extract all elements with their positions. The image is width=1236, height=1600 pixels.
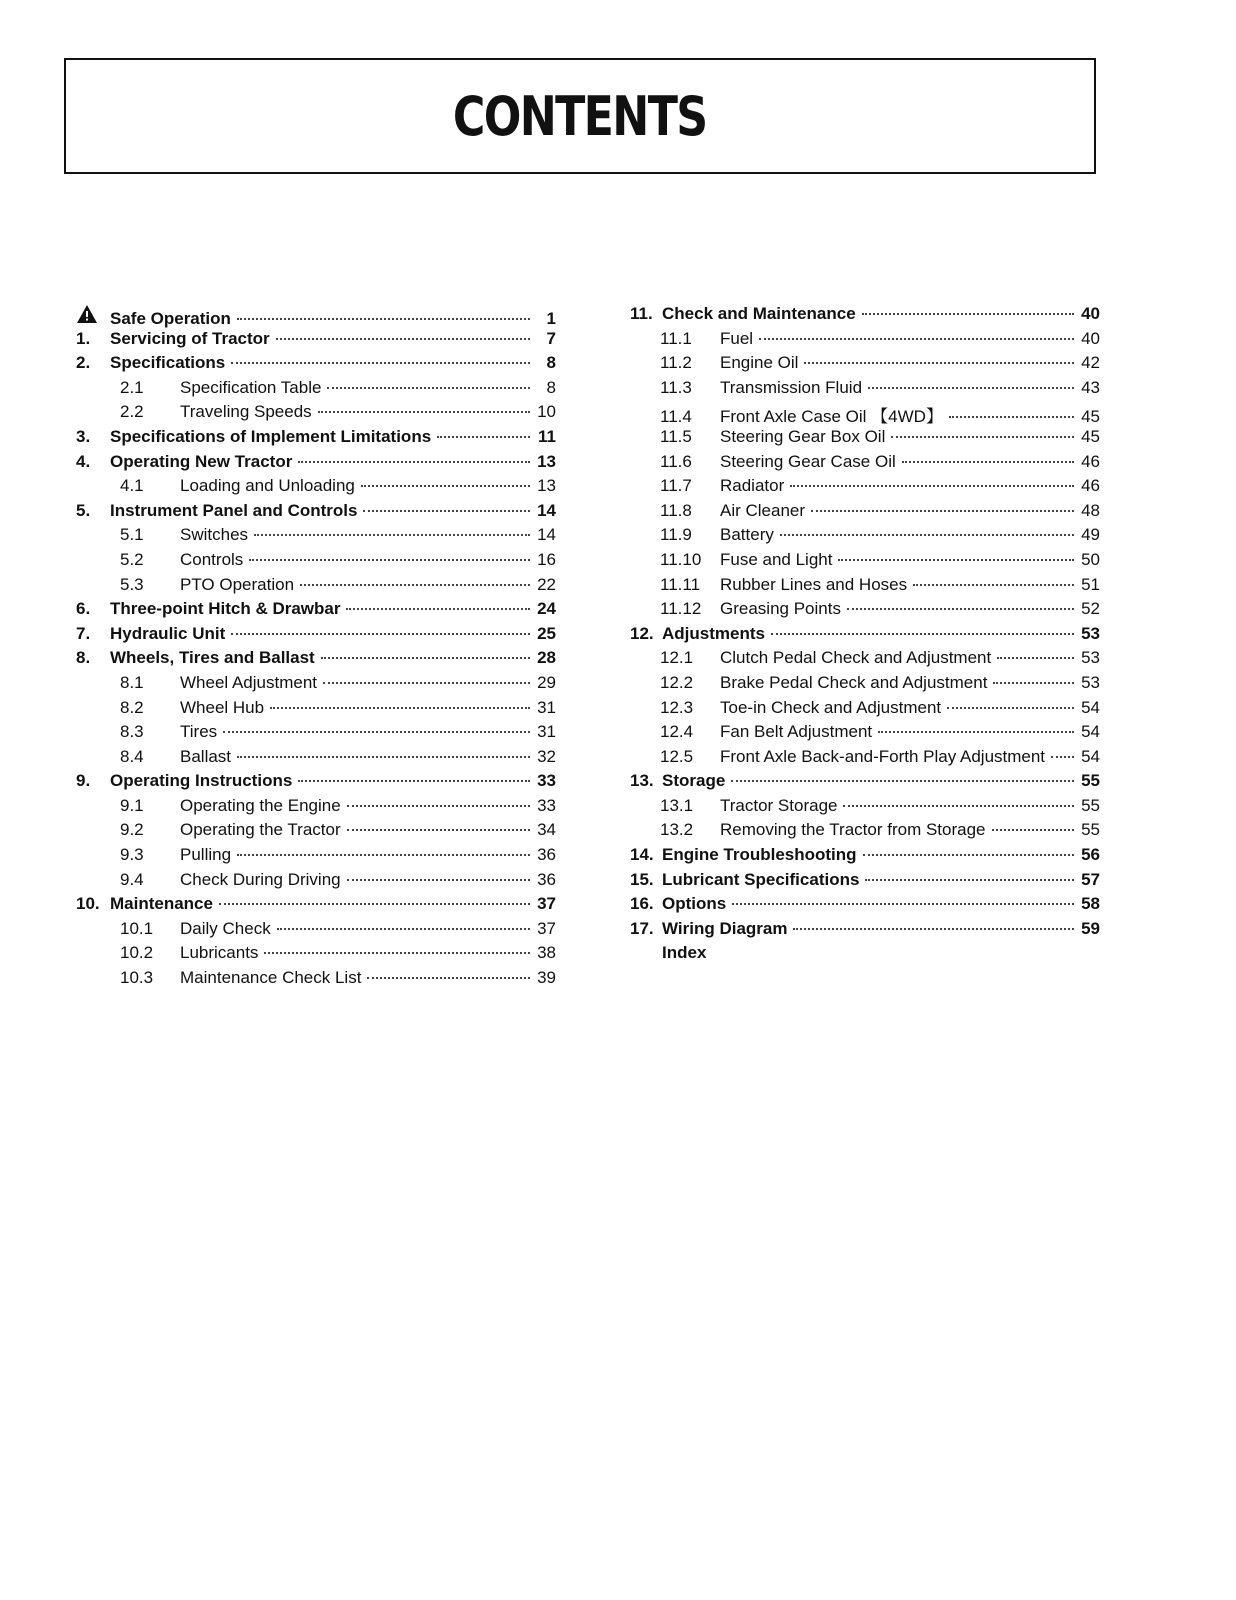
dot-leader xyxy=(838,559,1074,561)
toc-entry-page: 53 xyxy=(1081,648,1100,668)
toc-entry-number: 12.5 xyxy=(660,746,694,766)
toc-entry[interactable] xyxy=(630,820,1100,845)
toc-entry[interactable] xyxy=(76,648,556,673)
toc-entry-number: 9.1 xyxy=(120,795,144,815)
dot-leader xyxy=(237,854,530,856)
toc-entry-label: Clutch Pedal Check and Adjustment xyxy=(720,648,992,668)
toc-entry-number: 13.2 xyxy=(660,820,694,840)
toc-entry-label: Index xyxy=(662,943,707,963)
dot-leader xyxy=(298,461,530,463)
dot-leader xyxy=(804,362,1074,364)
toc-entry-page: 45 xyxy=(1081,426,1100,446)
dot-leader xyxy=(868,387,1074,389)
toc-entry-page: 40 xyxy=(1081,304,1100,323)
dot-leader xyxy=(843,805,1074,807)
toc-entry-label: Operating Instructions xyxy=(110,771,293,791)
dot-leader xyxy=(793,928,1074,930)
toc-entry-page: 25 xyxy=(537,623,556,643)
toc-entry-label: Lubricants xyxy=(180,943,259,963)
toc-entry-number: 2.2 xyxy=(120,402,144,422)
dot-leader xyxy=(997,657,1074,659)
toc-entry-page: 11 xyxy=(538,426,556,446)
toc-entry[interactable] xyxy=(76,943,556,968)
toc-entry-page: 48 xyxy=(1081,500,1100,520)
toc-entry-page: 54 xyxy=(1081,697,1100,717)
toc-entry-number: 9.3 xyxy=(120,845,144,865)
toc-entry-page: 45 xyxy=(1081,407,1100,427)
toc-entry[interactable] xyxy=(76,304,556,329)
toc-entry-page: 37 xyxy=(537,894,556,914)
toc-entry[interactable] xyxy=(76,378,556,403)
toc-entry[interactable] xyxy=(76,722,556,747)
toc-entry-label: Controls xyxy=(180,549,244,569)
toc-entry-page: 22 xyxy=(537,574,556,594)
dot-leader xyxy=(811,510,1074,512)
toc-entry[interactable] xyxy=(76,525,556,550)
toc-entry[interactable] xyxy=(76,501,556,526)
toc-entry-label: Adjustments xyxy=(662,623,765,643)
dot-leader xyxy=(863,854,1074,856)
toc-entry-number: 13.1 xyxy=(660,795,694,815)
toc-entry-number: 11.7 xyxy=(660,476,692,496)
dot-leader xyxy=(249,559,530,561)
dot-leader xyxy=(298,780,530,782)
toc-entry-number: 10.1 xyxy=(120,918,154,938)
toc-entry-number: 2. xyxy=(76,353,91,373)
toc-entry-page: 55 xyxy=(1081,820,1100,840)
toc-entry-label: Steering Gear Case Oil xyxy=(720,451,896,471)
dot-leader xyxy=(437,436,530,438)
toc-entry[interactable] xyxy=(76,329,556,354)
toc-entry[interactable] xyxy=(76,820,556,845)
toc-entry-page: 46 xyxy=(1081,451,1100,471)
dot-leader xyxy=(847,608,1074,610)
dot-leader xyxy=(363,510,530,512)
toc-entry-label: Servicing of Tractor xyxy=(110,328,270,348)
toc-entry[interactable] xyxy=(630,845,1100,870)
toc-entry-page: 51 xyxy=(1081,574,1100,594)
toc-entry-page: 10 xyxy=(537,402,556,422)
toc-entry-number: 6. xyxy=(76,599,91,619)
toc-entry[interactable] xyxy=(76,427,556,452)
toc-entry-number: 8. xyxy=(76,648,91,668)
toc-entry-number: 11.6 xyxy=(660,451,692,471)
toc-entry-number: 5. xyxy=(76,500,91,520)
toc-entry-number: 5.2 xyxy=(120,549,144,569)
toc-entry-label: Check During Driving xyxy=(180,869,341,889)
toc-entry-number: 11.12 xyxy=(660,599,702,619)
toc-entry-number: 12. xyxy=(630,623,654,643)
toc-entry-number: 10. xyxy=(76,894,100,914)
toc-entry[interactable] xyxy=(76,673,556,698)
toc-entry-page: 54 xyxy=(1081,722,1100,742)
toc-entry-number: 16. xyxy=(630,894,654,914)
dot-leader xyxy=(780,534,1074,536)
toc-entry[interactable] xyxy=(76,599,556,624)
dot-leader xyxy=(862,313,1074,315)
toc-entry[interactable] xyxy=(630,353,1100,378)
toc-entry-number: 9.4 xyxy=(120,869,144,889)
toc-entry-page: 55 xyxy=(1081,771,1100,791)
toc-entry-label: Pulling xyxy=(180,845,232,865)
toc-entry-label: Specifications xyxy=(110,353,226,373)
toc-entry-page: 54 xyxy=(1081,746,1100,766)
toc-entry-label: Operating the Engine xyxy=(180,795,341,815)
toc-entry[interactable] xyxy=(76,845,556,870)
toc-entry-number: 11. xyxy=(630,304,653,323)
toc-entry-label: Battery xyxy=(720,525,774,545)
toc-entry-label: Transmission Fluid xyxy=(720,377,863,397)
toc-entry-page: 43 xyxy=(1081,377,1100,397)
dot-leader xyxy=(237,756,530,758)
toc-entry-page: 52 xyxy=(1081,599,1100,619)
toc-entry-page: 50 xyxy=(1081,549,1100,569)
title-box xyxy=(64,58,1096,174)
toc-entry-number: 12.2 xyxy=(660,672,694,692)
toc-left-column xyxy=(76,304,556,993)
dot-leader xyxy=(865,879,1074,881)
toc-entry[interactable] xyxy=(76,894,556,919)
toc-entry[interactable] xyxy=(630,599,1100,624)
toc-entry-label: Tires xyxy=(180,722,218,742)
toc-entry-label: Traveling Speeds xyxy=(180,402,312,422)
toc-entry-page: 29 xyxy=(537,672,556,692)
toc-entry-page: 24 xyxy=(537,599,556,619)
toc-entry-page: 55 xyxy=(1081,795,1100,815)
toc-entry[interactable] xyxy=(76,698,556,723)
toc-entry-label: Instrument Panel and Controls xyxy=(110,500,358,520)
dot-leader xyxy=(949,416,1074,418)
dot-leader xyxy=(321,657,530,659)
toc-entry-page: 59 xyxy=(1081,918,1100,938)
dot-leader xyxy=(913,584,1074,586)
toc-entry-number: 11.1 xyxy=(660,328,692,348)
toc-entry-label: Storage xyxy=(662,771,726,791)
toc-entry-label: Air Cleaner xyxy=(720,500,806,520)
toc-entry-page: 1 xyxy=(546,309,556,328)
toc-entry-page: 13 xyxy=(537,451,556,471)
toc-entry[interactable] xyxy=(76,402,556,427)
toc-entry-label: Switches xyxy=(180,525,249,545)
toc-entry[interactable] xyxy=(630,501,1100,526)
toc-entry[interactable] xyxy=(630,894,1100,919)
toc-entry-label: Front Axle Case Oil 【4WD】 xyxy=(720,407,943,427)
toc-entry-page: 16 xyxy=(537,549,556,569)
toc-entry-number: 3. xyxy=(76,426,91,446)
toc-entry-label: Engine Oil xyxy=(720,353,799,373)
toc-entry-label: Wheels, Tires and Ballast xyxy=(110,648,315,668)
dot-leader xyxy=(270,707,530,709)
toc-entry[interactable] xyxy=(630,943,1100,968)
toc-entry-number: 5.3 xyxy=(120,574,144,594)
toc-entry-page: 57 xyxy=(1081,869,1100,889)
toc-entry[interactable] xyxy=(630,575,1100,600)
toc-right-column xyxy=(630,304,1100,968)
toc-entry-number: 2.1 xyxy=(120,377,144,397)
toc-entry-number: 8.2 xyxy=(120,697,144,717)
toc-entry-page: 37 xyxy=(537,918,556,938)
dot-leader xyxy=(347,879,530,881)
dot-leader xyxy=(902,461,1074,463)
toc-entry-number: 17. xyxy=(630,918,654,938)
dot-leader xyxy=(993,682,1074,684)
toc-entry-page: 8 xyxy=(546,377,556,397)
toc-entry-page: 31 xyxy=(537,697,556,717)
toc-entry-page: 56 xyxy=(1081,845,1100,865)
toc-entry-page: 53 xyxy=(1081,672,1100,692)
toc-entry[interactable] xyxy=(76,968,556,993)
dot-leader xyxy=(219,903,530,905)
toc-entry-label: Rubber Lines and Hoses xyxy=(720,574,908,594)
dot-leader xyxy=(318,411,530,413)
toc-entry-number: 11.4 xyxy=(660,407,692,427)
toc-entry[interactable] xyxy=(76,575,556,600)
toc-entry-page: 32 xyxy=(537,746,556,766)
toc-entry-number: 4. xyxy=(76,451,91,471)
toc-entry-number: 13. xyxy=(630,771,654,791)
toc-entry[interactable] xyxy=(630,870,1100,895)
toc-entry[interactable] xyxy=(630,796,1100,821)
toc-entry[interactable] xyxy=(76,452,556,477)
dot-leader xyxy=(276,338,530,340)
toc-entry-label: Fan Belt Adjustment xyxy=(720,722,873,742)
toc-entry[interactable] xyxy=(630,452,1100,477)
toc-entry-number: 10.3 xyxy=(120,968,154,988)
toc-entry-number: 8.1 xyxy=(120,672,144,692)
dot-leader xyxy=(254,534,530,536)
toc-entry-page: 53 xyxy=(1081,623,1100,643)
toc-entry[interactable] xyxy=(630,304,1100,329)
dot-leader xyxy=(323,682,530,684)
toc-entry[interactable] xyxy=(76,476,556,501)
toc-entry-number: 9. xyxy=(76,771,91,791)
toc-entry-label: Specification Table xyxy=(180,377,322,397)
toc-entry-label: Loading and Unloading xyxy=(180,476,355,496)
toc-entry-number: 4.1 xyxy=(120,476,144,496)
dot-leader xyxy=(347,805,530,807)
toc-entry-page: 38 xyxy=(537,943,556,963)
toc-entry-page: 33 xyxy=(537,795,556,815)
dot-leader xyxy=(790,485,1074,487)
toc-entry[interactable] xyxy=(630,919,1100,944)
toc-entry-label: Wiring Diagram xyxy=(662,918,788,938)
toc-entry-label: Fuse and Light xyxy=(720,549,833,569)
toc-entry-label: Options xyxy=(662,894,727,914)
toc-entry-number: 8.3 xyxy=(120,722,144,742)
toc-entry-page: 8 xyxy=(546,353,556,373)
toc-entry[interactable] xyxy=(630,525,1100,550)
toc-entry[interactable] xyxy=(630,402,1100,427)
toc-entry-page: 36 xyxy=(537,845,556,865)
dot-leader xyxy=(361,485,530,487)
toc-entry-number: 7. xyxy=(76,623,91,643)
toc-entry-label: Tractor Storage xyxy=(720,795,838,815)
dot-leader xyxy=(947,707,1074,709)
toc-entry-number: 14. xyxy=(630,845,654,865)
toc-entry-page: 33 xyxy=(537,771,556,791)
dot-leader xyxy=(237,318,530,320)
dot-leader xyxy=(771,633,1074,635)
dot-leader xyxy=(759,338,1074,340)
toc-entry-page: 42 xyxy=(1081,353,1100,373)
toc-entry-number: 12.3 xyxy=(660,697,694,717)
toc-entry-label: Maintenance Check List xyxy=(180,968,362,988)
toc-entry-number: 11.9 xyxy=(660,525,692,545)
toc-entry-number: 10.2 xyxy=(120,943,154,963)
toc-entry-label: Daily Check xyxy=(180,918,271,938)
toc-entry[interactable] xyxy=(630,673,1100,698)
toc-entry[interactable] xyxy=(76,624,556,649)
toc-entry[interactable] xyxy=(76,353,556,378)
toc-entry-label: Operating New Tractor xyxy=(110,451,293,471)
toc-entry[interactable] xyxy=(76,747,556,772)
toc-entry-page: 39 xyxy=(537,968,556,988)
toc-entry-number: 11.5 xyxy=(660,426,692,446)
toc-entry-label: Removing the Tractor from Storage xyxy=(720,820,986,840)
toc-entry-label: Wheel Hub xyxy=(180,697,265,717)
toc-entry-page: 34 xyxy=(537,820,556,840)
dot-leader xyxy=(347,829,530,831)
toc-entry-number: 8.4 xyxy=(120,746,144,766)
toc-entry-number: 11.8 xyxy=(660,500,692,520)
toc-entry[interactable] xyxy=(76,550,556,575)
toc-entry[interactable] xyxy=(76,796,556,821)
dot-leader xyxy=(891,436,1074,438)
warning-triangle-icon xyxy=(76,304,110,324)
toc-entry-label: Check and Maintenance xyxy=(662,304,856,323)
toc-entry-label: Maintenance xyxy=(110,894,213,914)
toc-entry-page: 49 xyxy=(1081,525,1100,545)
toc-entry-label: Wheel Adjustment xyxy=(180,672,318,692)
toc-entry-label: Steering Gear Box Oil xyxy=(720,426,886,446)
toc-entry[interactable] xyxy=(630,329,1100,354)
toc-entry[interactable] xyxy=(630,624,1100,649)
toc-entry-number: 11.3 xyxy=(660,377,692,397)
dot-leader xyxy=(346,608,530,610)
toc-entry-number: 1. xyxy=(76,328,91,348)
toc-entry[interactable] xyxy=(76,771,556,796)
toc-entry-page: 40 xyxy=(1081,328,1100,348)
toc-entry-label: Lubricant Specifications xyxy=(662,869,860,889)
toc-entry-number: 12.4 xyxy=(660,722,694,742)
toc-entry[interactable] xyxy=(630,648,1100,673)
toc-entry-label: Front Axle Back-and-Forth Play Adjustment xyxy=(720,746,1046,766)
toc-entry-page: 14 xyxy=(537,525,556,545)
toc-entry-label: Greasing Points xyxy=(720,599,841,619)
toc-entry-number: 11.10 xyxy=(660,549,702,569)
toc-entry-label: Specifications of Implement Limitations xyxy=(110,426,432,446)
toc-entry-number: 12.1 xyxy=(660,648,694,668)
toc-entry-number: 15. xyxy=(630,869,654,889)
dot-leader xyxy=(264,952,530,954)
dot-leader xyxy=(732,903,1074,905)
toc-entry-label: Three-point Hitch & Drawbar xyxy=(110,599,341,619)
toc-entry-number: 5.1 xyxy=(120,525,144,545)
toc-entry-number: 9.2 xyxy=(120,820,144,840)
dot-leader xyxy=(992,829,1074,831)
dot-leader xyxy=(300,584,530,586)
toc-entry-label: Operating the Tractor xyxy=(180,820,341,840)
toc-entry[interactable] xyxy=(630,476,1100,501)
toc-entry[interactable] xyxy=(630,698,1100,723)
toc-entry-page: 7 xyxy=(546,328,556,348)
toc-entry[interactable] xyxy=(630,771,1100,796)
dot-leader xyxy=(231,362,530,364)
dot-leader xyxy=(1051,756,1074,758)
toc-entry-label: Brake Pedal Check and Adjustment xyxy=(720,672,988,692)
toc-entry[interactable] xyxy=(76,870,556,895)
toc-entry-label: Toe-in Check and Adjustment xyxy=(720,697,942,717)
toc-entry[interactable] xyxy=(630,550,1100,575)
dot-leader xyxy=(367,977,530,979)
toc-entry-number: 11.2 xyxy=(660,353,692,373)
toc-entry-page: 14 xyxy=(537,500,556,520)
toc-entry-page: 13 xyxy=(537,476,556,496)
page-title: CONTENTS xyxy=(453,84,707,148)
toc-entry[interactable] xyxy=(630,427,1100,452)
toc-entry[interactable] xyxy=(630,378,1100,403)
toc-entry-label: Radiator xyxy=(720,476,785,496)
toc-entry-label: Safe Operation xyxy=(110,309,231,328)
dot-leader xyxy=(277,928,530,930)
toc-entry-page: 58 xyxy=(1081,894,1100,914)
toc-entry-page: 46 xyxy=(1081,476,1100,496)
dot-leader xyxy=(731,780,1074,782)
dot-leader xyxy=(223,731,530,733)
toc-entry-label: Engine Troubleshooting xyxy=(662,845,857,865)
toc-entry-number: 11.11 xyxy=(660,574,701,594)
toc-entry[interactable] xyxy=(76,919,556,944)
toc-entry[interactable] xyxy=(630,747,1100,772)
dot-leader xyxy=(878,731,1074,733)
dot-leader xyxy=(327,387,530,389)
toc-entry-label: Fuel xyxy=(720,328,754,348)
toc-entry-page: 31 xyxy=(537,722,556,742)
dot-leader xyxy=(231,633,530,635)
toc-entry[interactable] xyxy=(630,722,1100,747)
toc-entry-label: Hydraulic Unit xyxy=(110,623,226,643)
toc-entry-page: 36 xyxy=(537,869,556,889)
toc-entry-label: Ballast xyxy=(180,746,232,766)
toc-entry-page: 28 xyxy=(537,648,556,668)
toc-entry-label: PTO Operation xyxy=(180,574,295,594)
